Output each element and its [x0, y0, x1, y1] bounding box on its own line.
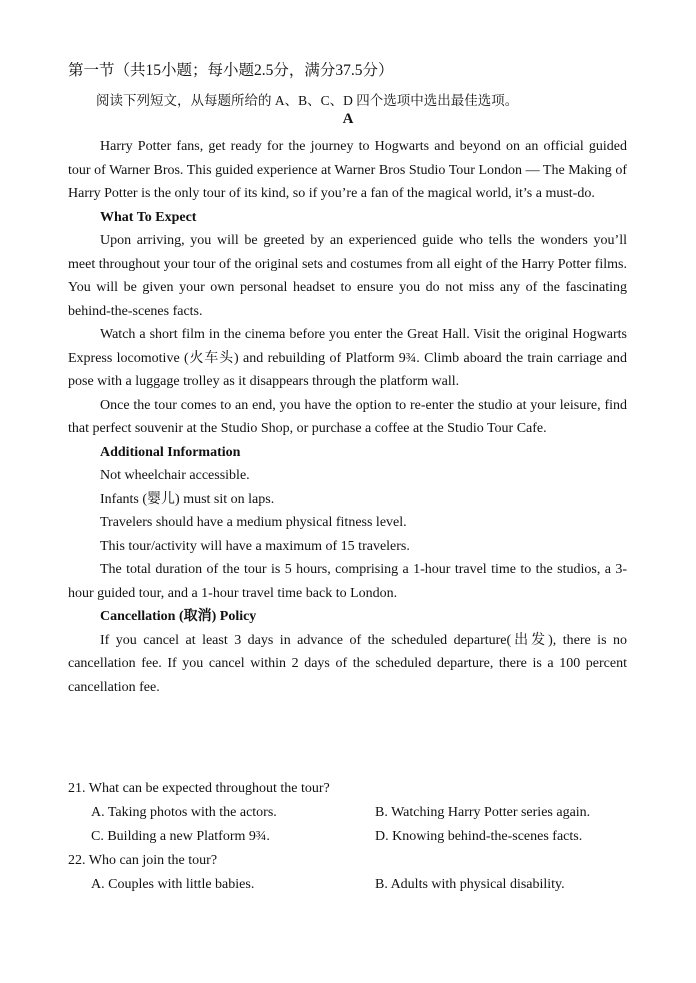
question-21-option-d: D. Knowing behind-the-scenes facts. [375, 829, 583, 844]
info-infants: Infants (婴儿) must sit on laps. [100, 491, 275, 507]
heading-additional-information: Additional Information [100, 444, 241, 460]
question-21-option-a: A. Taking photos with the actors. [91, 805, 277, 820]
paragraph-cancellation: If you cancel at least 3 days in advance of the scheduled departure(出发), there is no cancellation fee. If you cancel within 2 days of the scheduled departure, there is a 100 percent cancellation fee. [68, 632, 627, 695]
question-22-options-row-1 [68, 873, 627, 897]
section-title: 第一节（共15小题；每小题2.5分，满分37.5分） [68, 62, 394, 79]
question-22-option-a: A. Couples with little babies. [91, 877, 255, 892]
info-wheelchair: Not wheelchair accessible. [100, 468, 250, 483]
info-duration: The total duration of the tour is 5 hours, comprising a 1-hour travel time to the studios, a 3-hour guided tour, and a 1-hour travel time back to London. [68, 562, 627, 601]
question-21-options-row-2 [68, 825, 627, 849]
paragraph-arrival: Upon arriving, you will be greeted by an experienced guide who tells the wonders you’ll meet throughout your tour of the original sets and costumes from all eight of the Harry Potter films. You will be given your own personal headset to ensure you do not miss any of the fascinating behind-the-scenes facts. [68, 233, 627, 319]
paragraph-film: Watch a short film in the cinema before you enter the Great Hall. Visit the original Hogwarts Express locomotive (火车头) and rebuilding of Platform 9¾. Climb aboard the train carriage and pose with a luggage trolley as it disappears through the platform wall. [68, 327, 627, 389]
questions-block [68, 777, 627, 897]
question-21-option-c: C. Building a new Platform 9¾. [91, 829, 270, 844]
passage-label: A [342, 111, 354, 127]
heading-cancellation-policy: Cancellation (取消) Policy [100, 609, 257, 624]
question-21-option-b: B. Watching Harry Potter series again. [375, 805, 591, 820]
passage-body [68, 135, 627, 699]
info-max-travelers: This tour/activity will have a maximum of 15 travelers. [100, 538, 410, 554]
question-22-stem: 22. Who can join the tour? [68, 853, 218, 868]
question-21-stem: 21. What can be expected throughout the tour? [68, 781, 330, 796]
paragraph-end-of-tour: Once the tour comes to an end, you have the option to re-enter the studio at your leisure, find that perfect souvenir at the Studio Shop, or purchase a coffee at the Studio Tour Cafe. [68, 397, 627, 436]
heading-what-to-expect: What To Expect [100, 209, 197, 225]
instruction-text: 阅读下列短文，从每题所给的 A、B、C、D 四个选项中选出最佳选项。 [96, 93, 519, 108]
info-fitness: Travelers should have a medium physical fitness level. [100, 515, 407, 530]
question-22-option-b: B. Adults with physical disability. [375, 877, 565, 892]
passage-intro: Harry Potter fans, get ready for the journey to Hogwarts and beyond on an official guided tour of Warner Bros. This guided experience at Warner Bros Studio Tour London — The Making of Harry Potter is the only tour of its kind, so if you’re a fan of the magical world, it’s a must-do. [68, 139, 627, 201]
question-21-options-row-1 [68, 801, 627, 825]
